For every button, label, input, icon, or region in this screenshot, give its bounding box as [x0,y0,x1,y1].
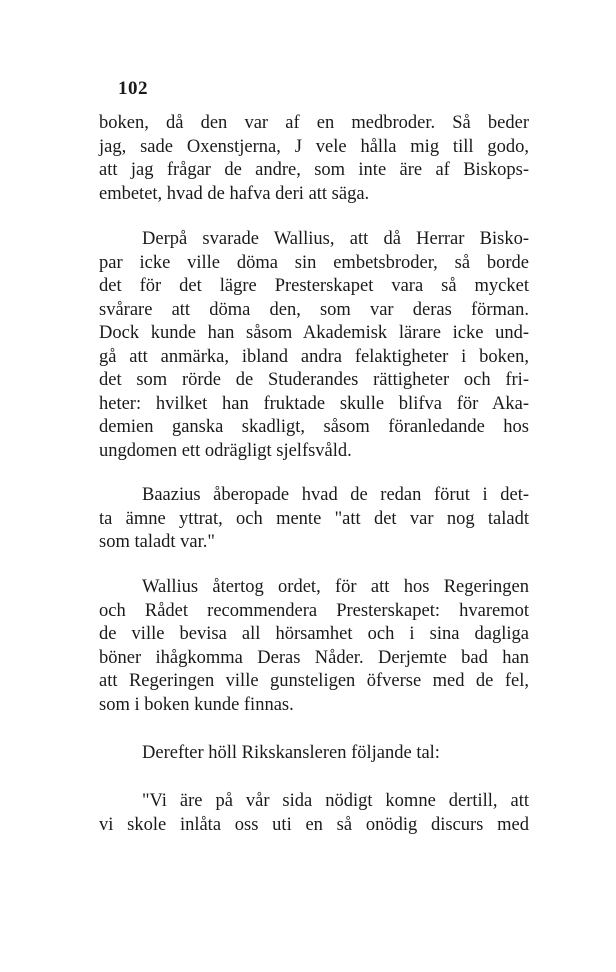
paragraph-5 [99,742,529,766]
text-line: de ville bevisa all hörsamhet och i sina dagliga [99,624,529,644]
text-line: Wallius återtog ordet, för att hos Regeringen [142,577,529,597]
text-line: Dock kunde han såsom Akademisk lärare icke und- [99,323,529,343]
text-line: demien ganska skadligt, såsom föranledande hos [99,417,529,437]
paragraph-6 [99,790,529,837]
text-line: svårare att döma den, som var deras förman. [99,299,529,320]
text-line: som taladt var." [99,532,215,552]
text-line: böner ihågkomma Deras Nåder. Derjemte bad han [99,647,529,668]
text-line: och Rådet recommendera Presterskapet: hvaremot [99,600,529,621]
text-line: "Vi äre på vår sida nödigt komne dertill, att [142,791,529,811]
paragraph-1 [99,112,529,206]
page-number: 102 [118,78,148,99]
text-line: det som rörde de Studerandes rättigheter och fri- [99,370,529,390]
paragraph-4 [99,576,529,717]
text-line: att Regeringen ville gunsteligen öfverse med de fel, [99,671,529,691]
text-line: jag, sade Oxenstjerna, J vele hålla mig till godo, [99,136,529,157]
text-line: Baazius åberopade hvad de redan förut i det- [142,485,529,505]
text-line: Derefter höll Rikskansleren följande tal: [142,743,440,763]
text-line: boken, då den var af en medbroder. Så beder [99,113,529,133]
paragraph-3 [99,484,529,555]
text-line: embetet, hvad de hafva deri att säga. [99,183,370,204]
text-line: par icke ville döma sin embetsbroder, så borde [99,252,529,273]
text-line: ungdomen ett odrägligt sjelfsvåld. [99,440,352,461]
text-line: det för det lägre Presterskapet vara så mycket [99,276,529,296]
paragraph-2 [99,228,529,463]
text-line: Derpå svarade Wallius, att då Herrar Bisko- [142,229,529,249]
text-line: gå att anmärka, ibland andra felaktigheter i boken, [99,346,529,367]
text-line: heter: hvilket han fruktade skulle blifva för Aka- [99,393,529,414]
text-line: som i boken kunde finnas. [99,694,294,715]
text-line: vi skole inlåta oss uti en så onödig discurs med [99,814,529,835]
text-line: ta ämne yttrat, och mente "att det var nog taladt [99,508,529,529]
text-line: att jag frågar de andre, som inte äre af Biskops- [99,160,529,180]
